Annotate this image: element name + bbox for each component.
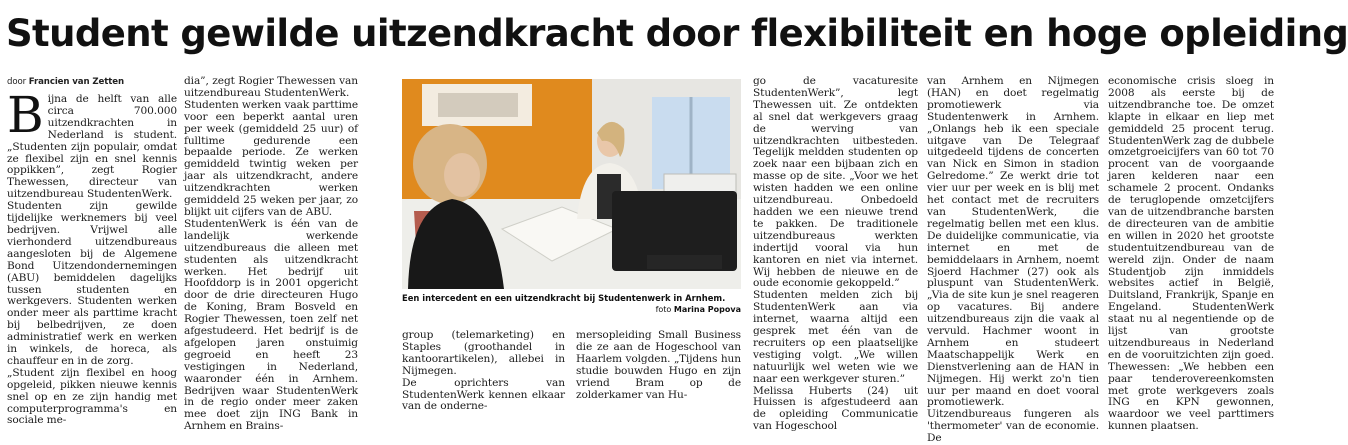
paragraph: dia”, zegt Rogier Thewessen van uitzendbureau StudentenWerk.	[184, 75, 358, 99]
paragraph: Studenten zijn gewilde tijdelijke werknemers bij veel bedrijven. Vrijwel alle vierhonderd uitzendbureaus aangesloten bij de Algemene Bond Uitzendondernemingen (ABU) bemiddelen dagelijks tussen studenten en werkgevers. Studenten werken onder meer als parttime kracht bij belbedrijven, ze doen administratief werk en werken in winkels, de horeca, als chauffeur en in de zorg.	[7, 200, 177, 367]
article-column-5	[753, 75, 918, 433]
caption-text: Een intercedent en een uitzendkracht bij Studentenwerk in Arnhem.	[402, 293, 726, 303]
paragraph: Studenten werken vaak parttime voor een beperkt aantal uren per week (gemiddeld 25 uur) of fulltime gedurende een bepaalde periode. Ze werken gemiddeld twintig weken per jaar als uitzendkracht, andere uitzendkrachten werken gemiddeld 25 weken per jaar, zo blijkt uit cijfers van de ABU.	[184, 98, 358, 218]
article-column-2	[184, 75, 358, 433]
photo-credit	[402, 304, 741, 315]
credit-prefix: foto	[655, 305, 672, 314]
photo-caption	[402, 293, 741, 315]
credit-name: Marina Popova	[673, 305, 741, 314]
paragraph: De oprichters van StudentenWerk kennen elkaar van de onderne-	[402, 376, 565, 413]
paragraph: Studenten melden zich bij StudentenWerk aan via internet, waarna altijd een gesprek met één van de recruiters op een plaatselijke vestiging volgt. „We willen natuurlijk wel weten wie we naar een werkgever sturen.”	[753, 289, 918, 385]
paragraph: group (telemarketing) en Staples (groothandel in kantoorartikelen), allebei in Nijmegen.	[402, 329, 565, 377]
paragraph: „Student zijn flexibel en hoog opgeleid, pikken nieuwe kennis snel op en ze zijn handig met computerprogramma's en sociale me-	[7, 366, 177, 427]
article-column-6	[927, 75, 1099, 445]
lead-paragraph: ijna de helft van alle circa 700.000 uitzendkrachten in Nederland is student. „Studenten zijn populair, omdat ze flexibel zijn en snel kennis oppikken”, zegt Rogier Thewessen, directeur van uitzendbureau StudentenWerk.	[7, 93, 177, 201]
office-photo-illustration	[402, 79, 741, 289]
article-photo	[402, 79, 741, 289]
byline-prefix: door	[7, 77, 27, 87]
article-column-3	[402, 329, 565, 413]
paragraph: go de vacaturesite StudentenWerk”, legt Thewessen uit. Ze ontdekten al snel dat werkgevers graag de werving van uitzendkrachten uitbesteden. Tegelijk meldden studenten op zoek naar een bijbaan zich en masse op de site. „Voor we het wisten hadden we een online uitzendbureau. Onbedoeld hadden we een nieuwe trend te pakken. De traditionele uitzendbureaus werkten indertijd vooral via hun kantoren en niet via internet. Wij hebben de nieuwe en de oude economie gekoppeld.”	[753, 75, 918, 290]
drop-cap: B	[7, 86, 44, 144]
paragraph: van Arnhem en Nijmegen (HAN) en doet regelmatig promotiewerk via Studentenwerk in Arnhem. „Onlangs heb ik een speciale uitgave van De Telegraaf uitgedeeld tijdens de concerten van Nick en Simon in stadion Gelredome.” Ze werkt drie tot vier uur per week en is blij met het contact met de recruiters van StudentenWerk, die regelmatig bellen met een klus. De duidelijke communicatie, via internet en met de bemiddelaars in Arnhem, noemt Sjoerd Hachmer (27) ook als pluspunt van StudentenWerk. „Via de site kun je snel reageren op vacatures. Bij andere uitzendbureaus zijn die vaak al vervuld. Hachmer woont in Arnhem en studeert Maatschappelijk Werk en Dienstverlening aan de HAN in Nijmegen. Hij werkt zo'n tien uur per maand en doet vooral promotiewerk.	[927, 75, 1099, 409]
paragraph: economische crisis sloeg in 2008 als eerste bij de uitzendbranche toe. De omzet klapte in elkaar en liep met gemiddeld 25 procent terug. StudentenWerk zag de dubbele omzetgroeicijfers van 60 tot 70 procent van de voorgaande jaren kelderen naar een schamele 2 procent. Ondanks de teruglopende omzetcijfers van de uitzendbranche barsten de directeuren van de ambitie en willen in 2020 het grootste studentuitzendbureau van de wereld zijn. Onder de naam Studentjob zijn inmiddels websites actief in België, Duitsland, Frankrijk, Spanje en Engeland. StudentenWerk staat nu al negentiende op de lijst van grootste uitzendbureaus in Nederland en de vooruitzichten zijn goed. Thewessen: „We hebben een paar tenderovereenkomsten met grote werkgevers zoals ING en KPN gewonnen, waardoor we veel parttimers kunnen plaatsen.	[1108, 75, 1274, 433]
paragraph: StudentenWerk is één van de landelijk werkende uitzendbureaus die alleen met studenten als uitzendkracht werken. Het bedrijf uit Hoofddorp is in 2001 opgericht door de drie directeuren Hugo de Koning, Bram Bosveld en Rogier Thewessen, toen zelf net afgestudeerd. Het bedrijf is de afgelopen jaren onstuimig gegroeid en heeft 23 vestigingen in Nederland, waaronder één in Arnhem. Bedrijven waar StudentenWerk in de regio onder meer zaken mee doet zijn ING Bank in Arnhem en Brains-	[184, 217, 358, 433]
paragraph: Melissa Huberts (24) uit Huissen is afgestudeerd aan de opleiding Communicatie van Hogeschool	[753, 384, 918, 433]
headline: Student gewilde uitzendkracht door flexibiliteit en hoge opleiding	[6, 12, 1348, 55]
byline	[7, 76, 177, 88]
article-column-7	[1108, 75, 1274, 433]
byline-author: Francien van Zetten	[28, 77, 125, 87]
article-column-4	[576, 330, 741, 406]
paragraph: Uitzendbureaus fungeren als 'thermometer' van de economie. De	[927, 408, 1099, 445]
article-column-1	[7, 76, 177, 427]
paragraph: mersopleiding Small Business die ze aan de Hogeschool van Haarlem volgden. „Tijdens hun studie bouwden Hugo en zijn vriend Bram op de zolderkamer van Hu-	[576, 329, 741, 401]
